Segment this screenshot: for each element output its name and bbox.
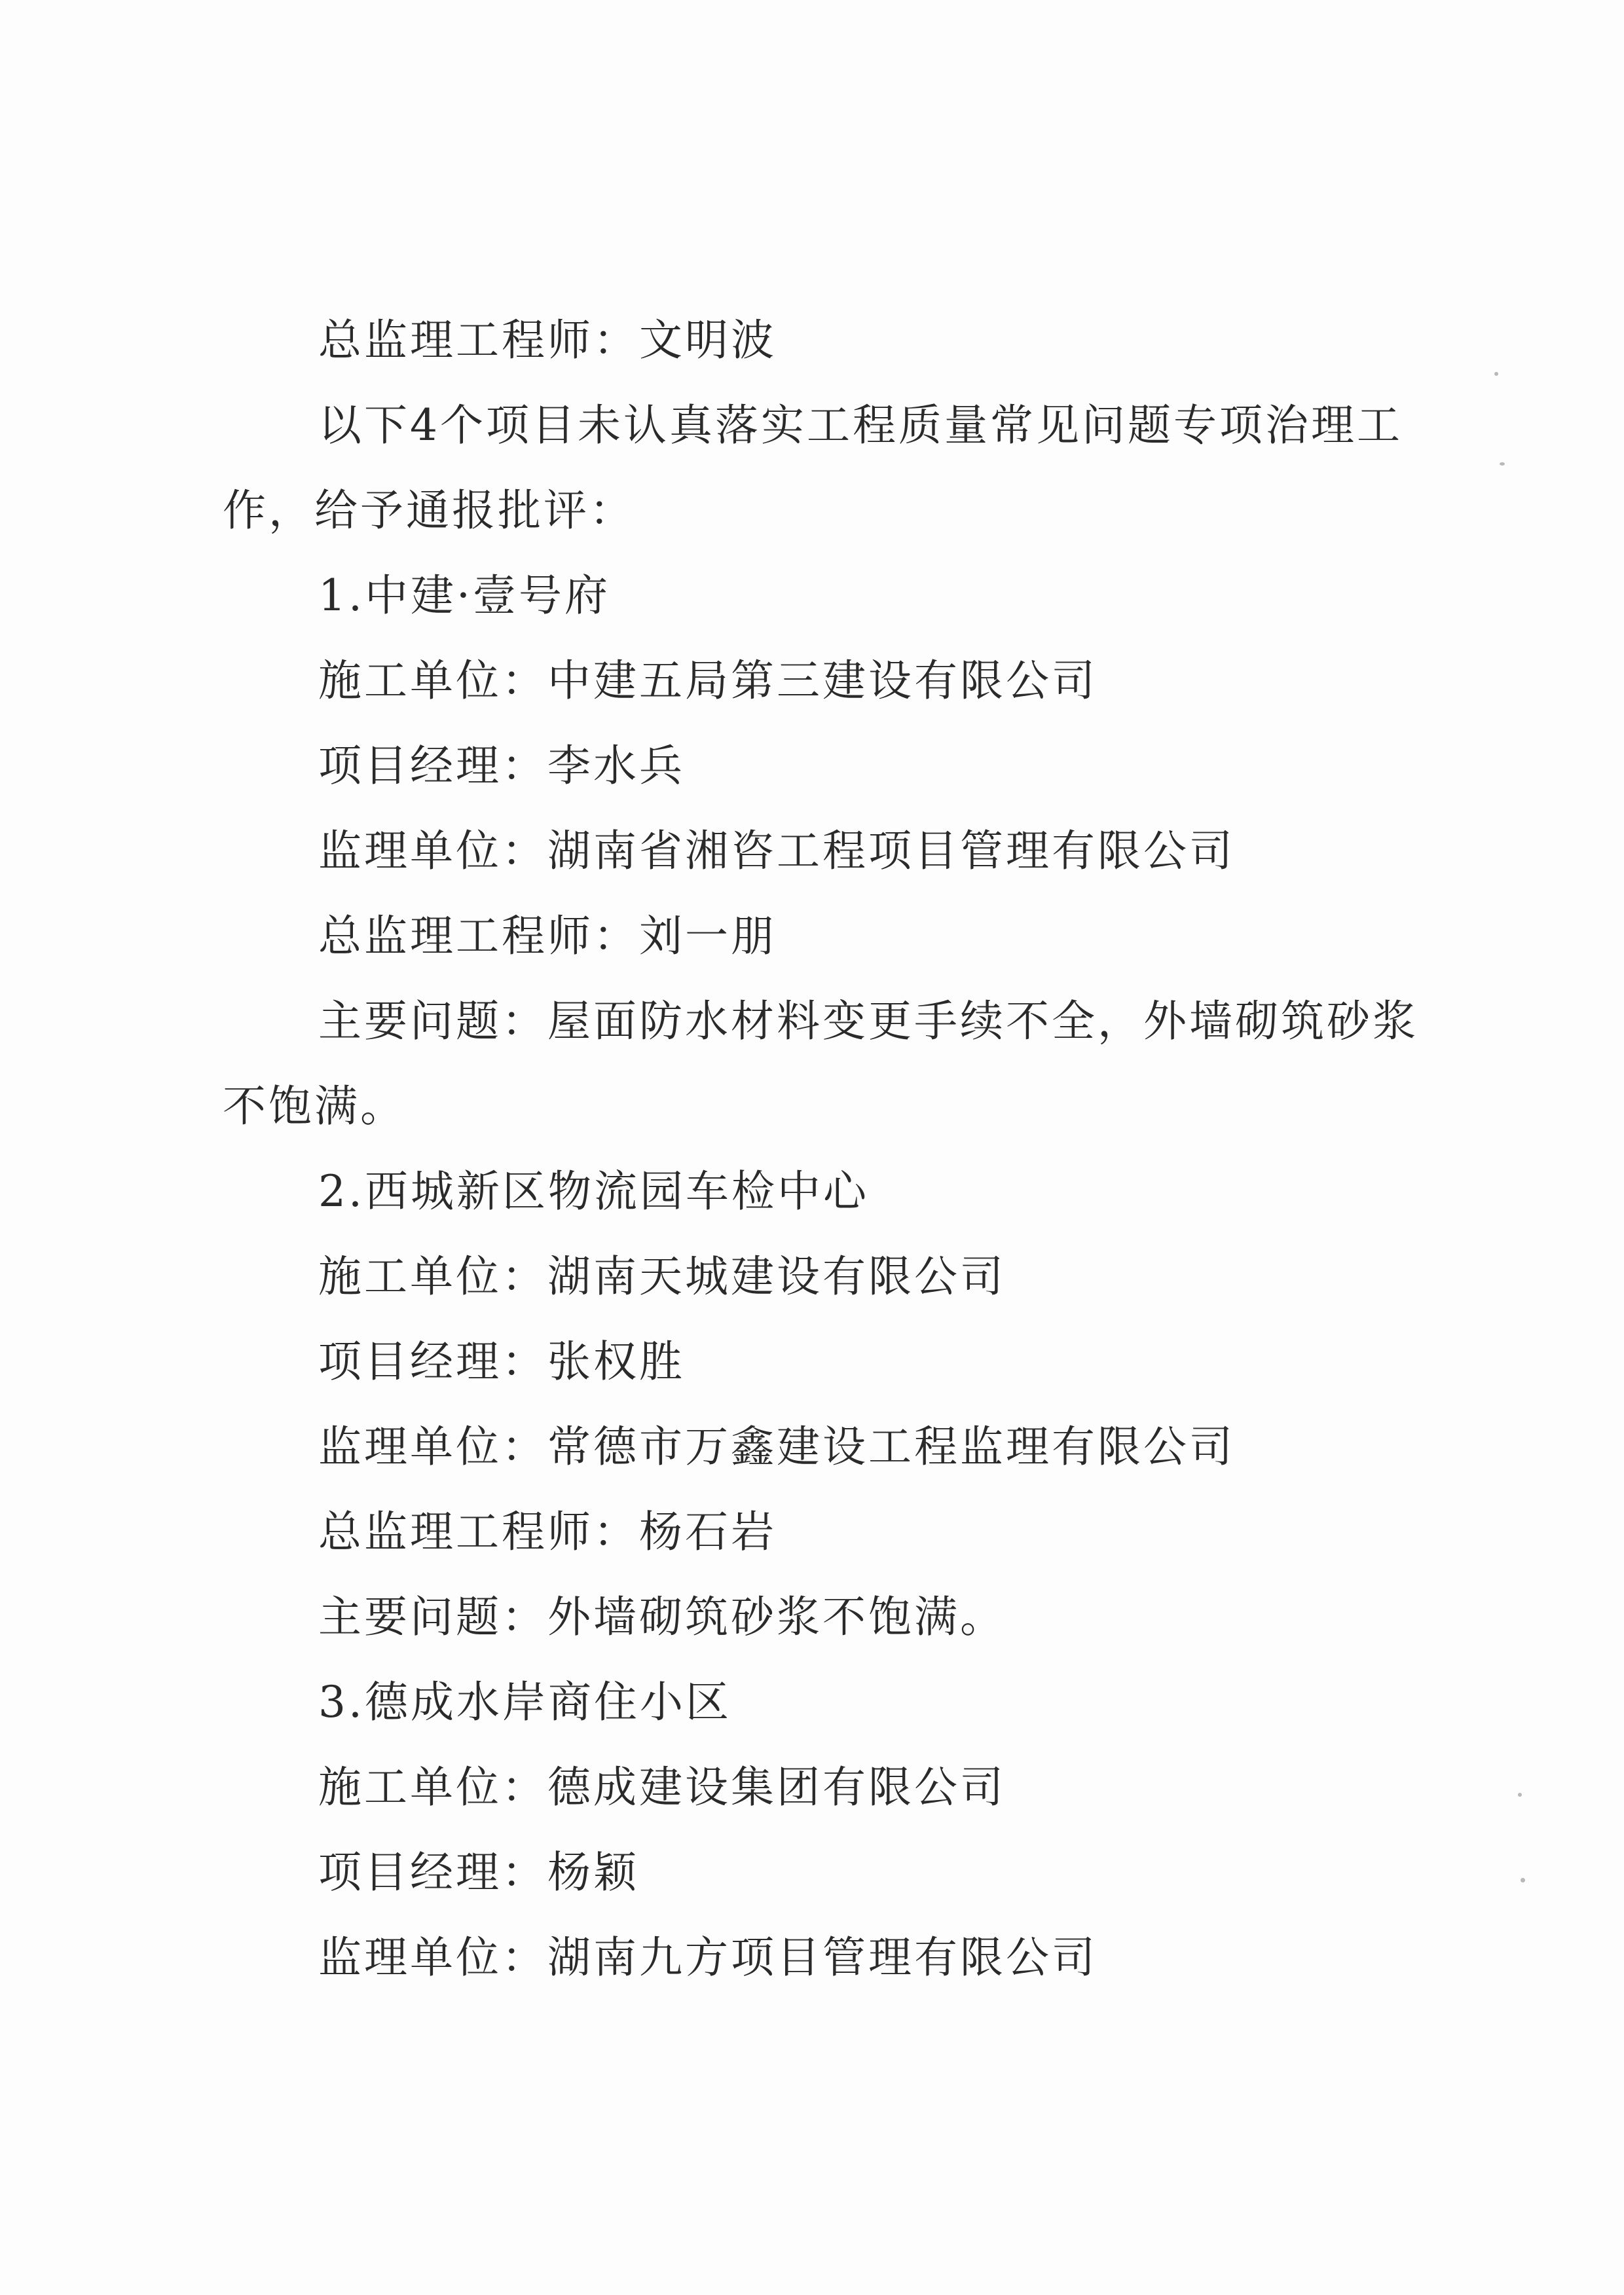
- text-line: 主要问题：外墙砌筑砂浆不饱满。: [318, 1592, 1006, 1642]
- project-heading: 1.中建·壹号府: [318, 570, 610, 621]
- text-line: 项目经理：杨颖: [318, 1847, 639, 1898]
- text-line: 以下4个项目未认真落实工程质量常见问题专项治理工: [318, 400, 1403, 450]
- text-line: 总监理工程师：杨石岩: [318, 1507, 777, 1557]
- text-line: 主要问题：屋面防水材料变更手续不全，外墙砌筑砂浆: [318, 996, 1418, 1046]
- text-line: 施工单位：德成建设集团有限公司: [318, 1762, 1006, 1812]
- project-heading: 2.西城新区物流园车检中心: [318, 1166, 869, 1217]
- text-line: 总监理工程师：刘一朋: [318, 911, 777, 961]
- scan-speck: [1521, 1878, 1525, 1882]
- text-line: 不饱满。: [223, 1081, 406, 1131]
- text-line: 项目经理：李水兵: [318, 741, 685, 791]
- project-heading: 3.德成水岸商住小区: [318, 1677, 731, 1727]
- document-body: [223, 298, 1418, 2000]
- scan-speck: [1494, 372, 1498, 376]
- text-line: 施工单位：中建五局第三建设有限公司: [318, 655, 1098, 706]
- text-line: 项目经理：张权胜: [318, 1336, 685, 1387]
- text-line: 监理单位：湖南九方项目管理有限公司: [318, 1932, 1098, 1983]
- text-line: 总监理工程师：文明波: [318, 315, 777, 365]
- text-line: 监理单位：常德市万鑫建设工程监理有限公司: [318, 1422, 1235, 1472]
- text-line: 作，给予通报批评：: [223, 485, 635, 536]
- text-line: 监理单位：湖南省湘咨工程项目管理有限公司: [318, 826, 1235, 876]
- scan-speck: [1518, 1793, 1522, 1797]
- text-line: 施工单位：湖南天城建设有限公司: [318, 1251, 1006, 1302]
- scan-speck: [1500, 462, 1505, 466]
